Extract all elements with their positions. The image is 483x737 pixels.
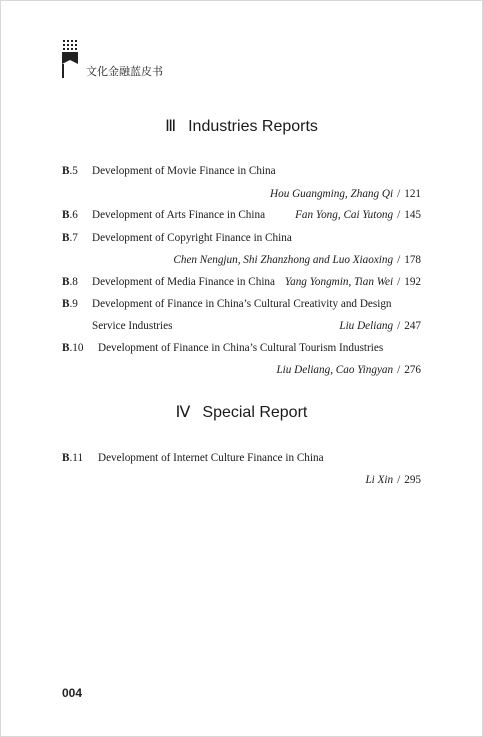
section-heading-special-report: [0, 402, 483, 422]
entry-code: B: [62, 232, 70, 244]
toc-entry-b11[interactable]: [62, 451, 421, 465]
entry-page: 178: [404, 254, 421, 266]
toc-entry-b8[interactable]: [62, 275, 421, 289]
entry-authors-b5: Hou Guangming, Zhang Qi / 121: [270, 188, 421, 200]
entry-title: Development of Finance in China’s Cultural Creativity and Design: [92, 298, 392, 310]
page-number: 004: [62, 686, 83, 700]
entry-authors: Hou Guangming, Zhang Qi: [270, 188, 394, 200]
entry-code: B: [62, 165, 70, 177]
toc-entry-b6[interactable]: [62, 208, 421, 222]
section-heading-industries-reports: [0, 116, 483, 136]
entry-title: Development of Movie Finance in China: [92, 165, 276, 177]
toc-entry-b9[interactable]: [62, 297, 421, 311]
entry-number: .10: [69, 342, 84, 354]
entry-code: B: [62, 276, 70, 288]
entry-title-continued: Service Industries: [92, 320, 173, 332]
section-numeral: Ⅲ: [165, 118, 177, 135]
entry-number: .6: [69, 209, 78, 221]
entry-title: Development of Copyright Finance in China: [92, 232, 292, 244]
entry-number: .11: [69, 452, 84, 464]
entry-page: 247: [404, 320, 421, 332]
entry-title: Development of Media Finance in China: [92, 276, 275, 288]
entry-page: 145: [404, 209, 421, 221]
entry-authors: Fan Yong, Cai Yutong: [295, 209, 394, 221]
entry-authors: Chen Nengjun, Shi Zhanzhong and Luo Xiaoxing: [173, 254, 394, 266]
entry-authors-b9: Liu Deliang / 247: [339, 320, 421, 332]
toc-entry-b7[interactable]: [62, 231, 421, 245]
entry-number: .7: [69, 232, 78, 244]
entry-authors-b11: Li Xin / 295: [365, 474, 421, 486]
book-series-title: 文化金融蓝皮书: [86, 65, 163, 78]
book-series-logo-icon: [62, 38, 82, 78]
section-title: Special Report: [202, 404, 308, 421]
entry-page: 192: [404, 276, 421, 288]
entry-authors: Liu Deliang, Cao Yingyan: [276, 364, 394, 376]
entry-code: B: [62, 298, 70, 310]
entry-number: .8: [69, 276, 78, 288]
entry-authors-b10: Liu Deliang, Cao Yingyan / 276: [276, 364, 421, 376]
entry-code: B: [62, 209, 70, 221]
entry-title: Development of Finance in China’s Cultural Tourism Industries: [98, 342, 384, 354]
section-numeral: Ⅳ: [175, 404, 191, 421]
entry-title: Development of Internet Culture Finance in China: [98, 452, 324, 464]
toc-entry-b9-cont[interactable]: [92, 319, 421, 333]
entry-number: .5: [69, 165, 78, 177]
entry-page: 121: [404, 188, 421, 200]
section-title: Industries Reports: [188, 118, 318, 135]
entry-authors-b7: Chen Nengjun, Shi Zhanzhong and Luo Xiaoxing / 178: [173, 254, 421, 266]
entry-page: 295: [404, 474, 421, 486]
entry-number: .9: [69, 298, 78, 310]
entry-authors: Liu Deliang: [339, 320, 394, 332]
entry-page: 276: [404, 364, 421, 376]
entry-code: B: [62, 342, 70, 354]
toc-entry-b5[interactable]: [62, 164, 421, 178]
entry-code: B: [62, 452, 70, 464]
entry-authors: Yang Yongmin, Tian Wei: [284, 276, 394, 288]
entry-authors-b8: Yang Yongmin, Tian Wei / 192: [284, 276, 421, 288]
entry-authors: Li Xin: [365, 474, 394, 486]
entry-title: Development of Arts Finance in China: [92, 209, 266, 221]
entry-authors-b6: Fan Yong, Cai Yutong / 145: [295, 209, 421, 221]
toc-entry-b10[interactable]: [62, 341, 421, 355]
